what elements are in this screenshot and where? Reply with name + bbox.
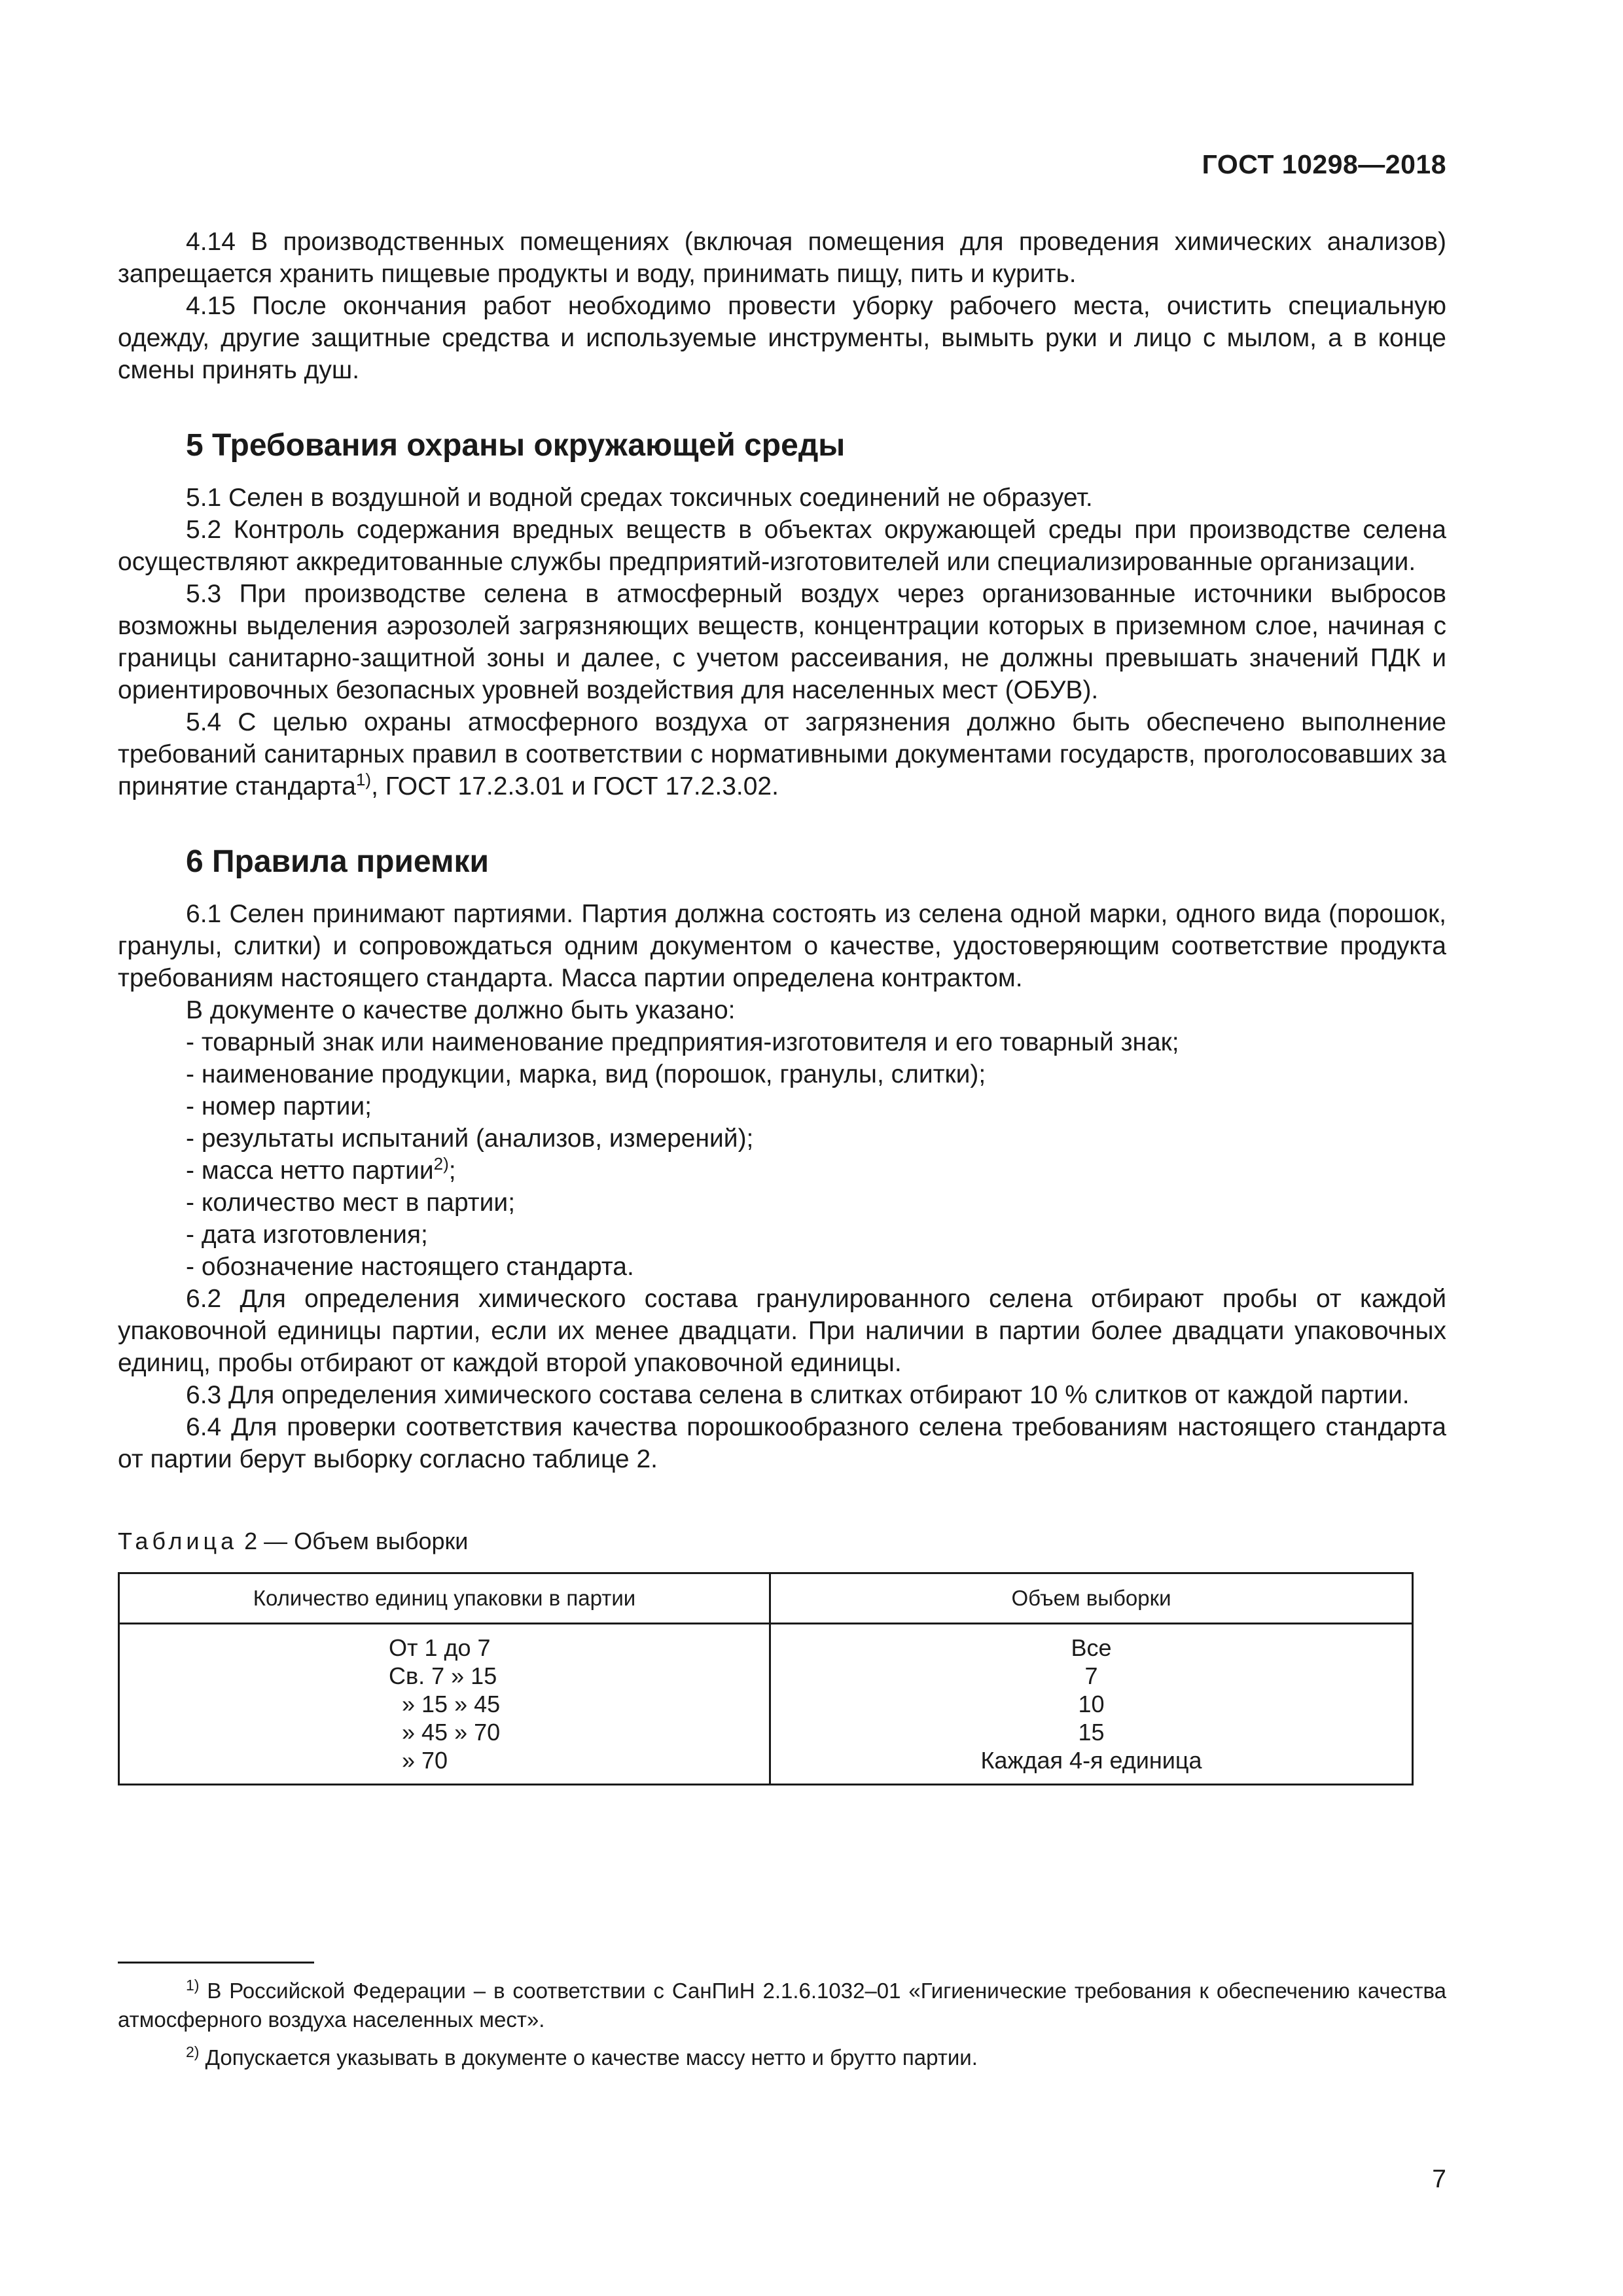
document-code: ГОСТ 10298—2018 bbox=[1202, 149, 1446, 179]
units-value: От 1 до 7 bbox=[389, 1634, 491, 1661]
footnote-mark: 1) bbox=[186, 1977, 200, 1994]
quality-document-list bbox=[118, 1026, 1446, 1283]
sample-value: 7 bbox=[1084, 1662, 1098, 1689]
list-item: - обозначение настоящего стандарта. bbox=[186, 1253, 634, 1281]
list-item-text: - масса нетто партии bbox=[186, 1157, 434, 1185]
table-row bbox=[119, 1624, 1413, 1785]
paragraph-5-4 bbox=[118, 706, 1446, 802]
units-cell bbox=[119, 1624, 770, 1785]
list-item-tail: ; bbox=[448, 1157, 456, 1185]
units-value: » 45 » 70 bbox=[389, 1719, 501, 1746]
list-item: - товарный знак или наименование предприятия-изготовителя и его товарный знак; bbox=[186, 1028, 1179, 1056]
footnote-1 bbox=[118, 1977, 1446, 2034]
units-value: Св. 7 » 15 bbox=[389, 1662, 497, 1689]
sample-cell bbox=[770, 1624, 1413, 1785]
column-header-units: Количество единиц упаковки в партии bbox=[119, 1573, 770, 1624]
list-item: - количество мест в партии; bbox=[186, 1189, 516, 1217]
list-item: - результаты испытаний (анализов, измерений); bbox=[186, 1124, 754, 1153]
page-number: 7 bbox=[1432, 2165, 1446, 2193]
section-5-title: 5 Требования охраны окружающей среды bbox=[186, 428, 846, 463]
paragraph-5-2: 5.2 Контроль содержания вредных веществ в объектах окружающей среды при производстве селена осуществляют аккредитованные службы предприятий-изготовителей или специализированные организации. bbox=[118, 516, 1446, 576]
footnote-text: Допускается указывать в документе о качестве массу нетто и брутто партии. bbox=[199, 2045, 978, 2070]
footnote-ref-2[interactable]: 2) bbox=[433, 1154, 449, 1174]
sample-value: Каждая 4-я единица bbox=[980, 1747, 1202, 1774]
list-item: - номер партии; bbox=[186, 1092, 372, 1121]
sample-value: 15 bbox=[1078, 1719, 1105, 1746]
paragraph-6-2: 6.2 Для определения химического состава гранулированного селена отбирают пробы от каждой упаковочной единицы партии, если их менее двадцати. При наличии в партии более двадцати упаковочных единиц, пробы отбирают от каждой второй упаковочной единицы. bbox=[118, 1285, 1446, 1377]
footnote-2 bbox=[118, 2043, 1446, 2072]
table-caption-label: Таблица bbox=[118, 1528, 238, 1554]
list-intro: В документе о качестве должно быть указано: bbox=[186, 996, 736, 1024]
list-item: - дата изготовления; bbox=[186, 1221, 428, 1249]
sample-value: Все bbox=[1071, 1634, 1112, 1661]
table-header-row bbox=[119, 1573, 1413, 1624]
sample-value: 10 bbox=[1078, 1691, 1105, 1717]
column-header-sample: Объем выборки bbox=[770, 1573, 1413, 1624]
units-value: » 15 » 45 bbox=[389, 1691, 501, 1717]
paragraph-6-1: 6.1 Селен принимают партиями. Партия должна состоять из селена одной марки, одного вида (порошок, гранулы, слитки) и сопровождаться одним документом о качестве, удостоверяющим соответствие продукта требованиям настоящего стандарта. Масса партии определена контрактом. bbox=[118, 900, 1446, 992]
list-item bbox=[118, 1155, 1446, 1187]
table-caption-title: 2 — Объем выборки bbox=[238, 1528, 469, 1554]
paragraph-6-3: 6.3 Для определения химического состава селена в слитках отбирают 10 % слитков от каждой партии. bbox=[186, 1381, 1410, 1409]
footnotes bbox=[118, 1977, 1446, 2081]
footnote-ref-1[interactable]: 1) bbox=[355, 770, 372, 789]
paragraph-4-14: 4.14 В производственных помещениях (включая помещения для проведения химических анализов) запрещается хранить пищевые продукты и воду, принимать пищу, пить и курить. bbox=[118, 228, 1446, 288]
footnote-divider bbox=[118, 1962, 314, 1964]
section-6-title: 6 Правила приемки bbox=[186, 844, 490, 879]
units-value: » 70 bbox=[389, 1747, 448, 1774]
footnote-text: В Российской Федерации – в соответствии с СанПиН 2.1.6.1032–01 «Гигиенические требования к обеспечению качества атмосферного воздуха населенных мест». bbox=[118, 1979, 1446, 2032]
footnote-mark: 2) bbox=[186, 2043, 200, 2060]
paragraph-5-3: 5.3 При производстве селена в атмосферный воздух через организованные источники выбросов возможны выделения аэрозолей загрязняющих веществ, концентрации которых в приземном слое, начиная с границы санитарно-защитной зоны и далее, с учетом рассеивания, не должны превышать значений ПДК и ориентировочных безопасных уровней воздействия для населенных мест (ОБУВ). bbox=[118, 580, 1446, 704]
list-item: - наименование продукции, марка, вид (порошок, гранулы, слитки); bbox=[186, 1060, 986, 1088]
paragraph-4-15: 4.15 После окончания работ необходимо провести уборку рабочего места, очистить специальную одежду, другие защитные средства и используемые инструменты, вымыть руки и лицо с мылом, а в конце смены принять душ. bbox=[118, 292, 1446, 384]
paragraph-5-4-tail: , ГОСТ 17.2.3.01 и ГОСТ 17.2.3.02. bbox=[371, 772, 779, 800]
page-content bbox=[118, 226, 1446, 1785]
paragraph-5-1: 5.1 Селен в воздушной и водной средах токсичных соединений не образует. bbox=[186, 484, 1093, 512]
paragraph-6-4: 6.4 Для проверки соответствия качества порошкообразного селена требованиям настоящего стандарта от партии берут выборку согласно таблице 2. bbox=[118, 1413, 1446, 1473]
sample-size-table bbox=[118, 1572, 1414, 1785]
paragraph-5-4-text: 5.4 С целью охраны атмосферного воздуха от загрязнения должно быть обеспечено выполнение требований санитарных правил в соответствии с нормативными документами государств, проголосовавших за принятие стандарта bbox=[118, 708, 1446, 800]
table-caption bbox=[118, 1526, 1446, 1556]
